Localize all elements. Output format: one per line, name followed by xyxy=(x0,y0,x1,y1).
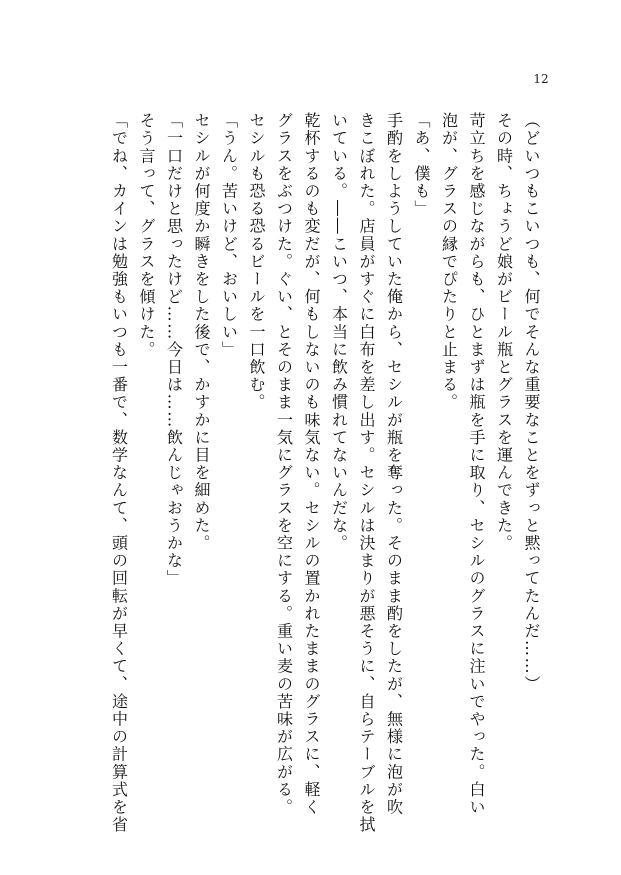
text-line: グラスをぶつけた。ぐい、とそのまま一気にグラスを空にする。重い麦の苦味が広がる。 xyxy=(274,112,294,816)
text-line: 乾杯するのも変だが、何もしないのも味気ない。セシルの置かれたままのグラスに、軽く xyxy=(302,112,321,816)
text-line: 「一口だけと思ったけど……今日は……飲んじゃおうかな」 xyxy=(164,112,184,588)
text-line: 苛立ちを感じながらも、ひとまずは瓶を手に取り、セシルのグラスに注いでやった。白い xyxy=(467,112,486,816)
text-line: 「あ、僕も」 xyxy=(412,112,431,218)
text-line: セシルが何度か瞬きをした後で、かすかに目を細めた。 xyxy=(192,112,211,552)
text-line: 「うん。苦いけど、おいしい」 xyxy=(219,112,239,359)
text-line: いている。――こいつ、本当に飲み慣れてないんだな。 xyxy=(329,112,349,552)
text-line: その時、ちょうど娘がビール瓶とグラスを運んできた。 xyxy=(494,112,514,552)
text-line: きこぼれた。店員がすぐに白布を差し出す。セシルは決まりが悪そうに、自らテーブルを拭 xyxy=(357,112,376,834)
text-line: 「でね、カインは勉強もいつも一番で、数学なんて、頭の回転が早くて、途中の計算式を省 xyxy=(109,112,129,834)
text-line: セシルも恐る恐るビールを一口飲む。 xyxy=(247,112,266,412)
text-line: （どいつもこいつも、何でそんな重要なことをずっと黙ってたんだ……） xyxy=(522,112,541,693)
text-line: そう言って、グラスを傾けた。 xyxy=(137,112,156,359)
vertical-text-body xyxy=(78,112,546,834)
page-number: 12 xyxy=(533,72,549,86)
text-line: 手酌をしようしていた俺から、セシルが瓶を奪った。そのまま酌をしたが、無様に泡が吹 xyxy=(384,112,404,816)
text-line: 泡が、グラスの縁でぴたりと止まる。 xyxy=(439,112,459,412)
